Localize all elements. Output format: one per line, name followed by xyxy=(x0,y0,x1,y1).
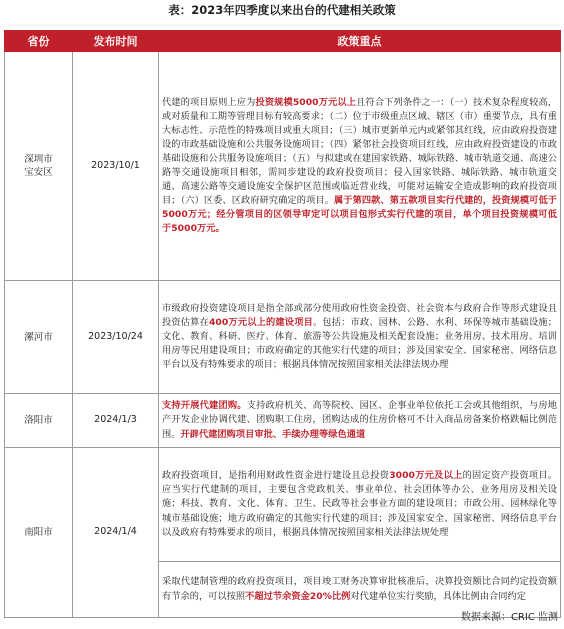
policy-text-segment: 对代建单位实行奖励，具体比例由合同约定 xyxy=(350,590,526,602)
province-line: 洛阳市 xyxy=(24,415,53,426)
date-cell: 2024/1/3 xyxy=(73,394,159,448)
policy-text-segment: 且符合下列条件之一：（一）技术复杂程度较高，或对质量和工期等管理目标有较高要求；（二）位于市级重点区域、辖区（市）重要节点，具有重大标志性、示范性的特殊项目或重大项目；（三）城市更新单元内或紧邻其红线，应由政府投资建设的市政基础设施和公共服务设施项目；（四）紧邻社会投资项目红线，应由政府投资建设的市政基础设施和公共服务设施项目；（五）与拟建或在建国家铁路、城际铁路、城市轨道交通、高速公路等交通设施项目相邻，需同步建设的政府投资项目；侵入国家铁路、城际铁路、城市轨道交通、高速公路等交通设施安全保护区范围或临近营业线，可能对运输安全造成影响的政府投资项目；（六）区委、区政府研究确定的项目。 xyxy=(162,96,558,207)
table-header-row xyxy=(5,31,561,52)
policy-text-segment: 采取代建制管理的政府投资项目，项目竣工财务决算审批核准后，决算投资额比合同约定投资额有节余的，可以按照 xyxy=(162,576,557,602)
policy-text-segment: 属于第四款、第五款项目实行代建的，投资规模可低于5000万元；经分管项目的区领导审定可以项目包形式实行代建的项目，单个项目投资规模可低于5000万元。 xyxy=(162,195,557,235)
province-line: 深圳市 xyxy=(24,154,53,165)
policy-text-segment: 。包括：市政、园林、公路、水利、环保等城市基础设施；文化、教育、科研、医疗、体育、旅游等公共设施及相关配套设施；业务用房、技术用房、培训用房等民用建设项目；市政府确定的其他实行代建的项目；涉及国家安全、国家秘密、网络信息平台以及有特殊要求的项目；根据具体情况按照国家相关法律法规办理 xyxy=(162,316,558,371)
date-cell: 2023/10/24 xyxy=(73,281,159,394)
table-row xyxy=(5,448,561,562)
policy-text-segment: 市级政府投资建设项目是指全部或部分使用政府性资金投资、社会资本与政府合作等形式建设且投资估算在 xyxy=(162,302,557,328)
province-cell xyxy=(5,52,73,281)
policy-cell xyxy=(159,281,561,394)
province-cell xyxy=(5,448,73,618)
policy-cell xyxy=(159,394,561,448)
policy-text-segment: 政府投资项目，是指利用财政性资金进行建设且总投资 xyxy=(162,470,390,482)
policy-text-segment: 的固定资产投资项目。应当实行代建制的项目，主要包含党政机关、事业单位、社会团体等办公、业务用房及相关设施；科技、教育、文化、体育、卫生、民政等社会事业方面的建设项目；市政公用、园林绿化等城市基础设施；地方政府确定的其他实行代建的项目；涉及国家安全、国家秘密、网络信息平台以及政府有特殊要求的项目，根据具体情况按照国家相关法律法规处理 xyxy=(162,470,558,538)
table-row xyxy=(5,281,561,394)
policy-text-segment: 支持政府机关、高等院校、园区、企事业单位依托工会或其他组织，与房地产开发企业协调代建、团购职工住房，团购达成的住房价格可不计入商品房备案价格跌幅比例范围。 xyxy=(162,400,557,440)
province-line: 宝安区 xyxy=(24,167,53,178)
policy-text-segment: 代建的项目原则上应为 xyxy=(162,96,256,108)
header-policy: 政策重点 xyxy=(159,31,561,52)
province-cell xyxy=(5,281,73,394)
table-row xyxy=(5,52,561,281)
province-line: 漯河市 xyxy=(24,331,53,343)
policy-text-segment: 400万元以上的建设项目 xyxy=(208,316,313,328)
policy-text-segment: 支持开展代建团购。 xyxy=(162,400,247,412)
policy-cell xyxy=(159,52,561,281)
policy-text-segment: 3000万元及以上 xyxy=(389,470,463,482)
province-line: 南阳市 xyxy=(24,527,53,538)
policy-text-segment: 开辟代建团购项目审批、手续办理等绿色通道 xyxy=(180,428,366,440)
table-row xyxy=(5,394,561,448)
document-title: 表：2023年四季度以来出台的代建相关政策 xyxy=(168,3,396,17)
header-province: 省份 xyxy=(5,31,73,52)
data-source: 数据来源：CRIC 监测 xyxy=(460,612,558,623)
header-date: 发布时间 xyxy=(73,31,159,52)
policy-table xyxy=(4,30,561,618)
date-cell: 2023/10/1 xyxy=(73,52,159,281)
table-body xyxy=(5,52,561,618)
province-cell xyxy=(5,394,73,448)
policy-cell xyxy=(159,448,561,562)
policy-text-segment: 投资规模5000万元以上 xyxy=(255,96,357,108)
date-cell: 2024/1/4 xyxy=(73,448,159,618)
policy-text-segment: 不超过节余资金20%比例 xyxy=(245,590,351,602)
